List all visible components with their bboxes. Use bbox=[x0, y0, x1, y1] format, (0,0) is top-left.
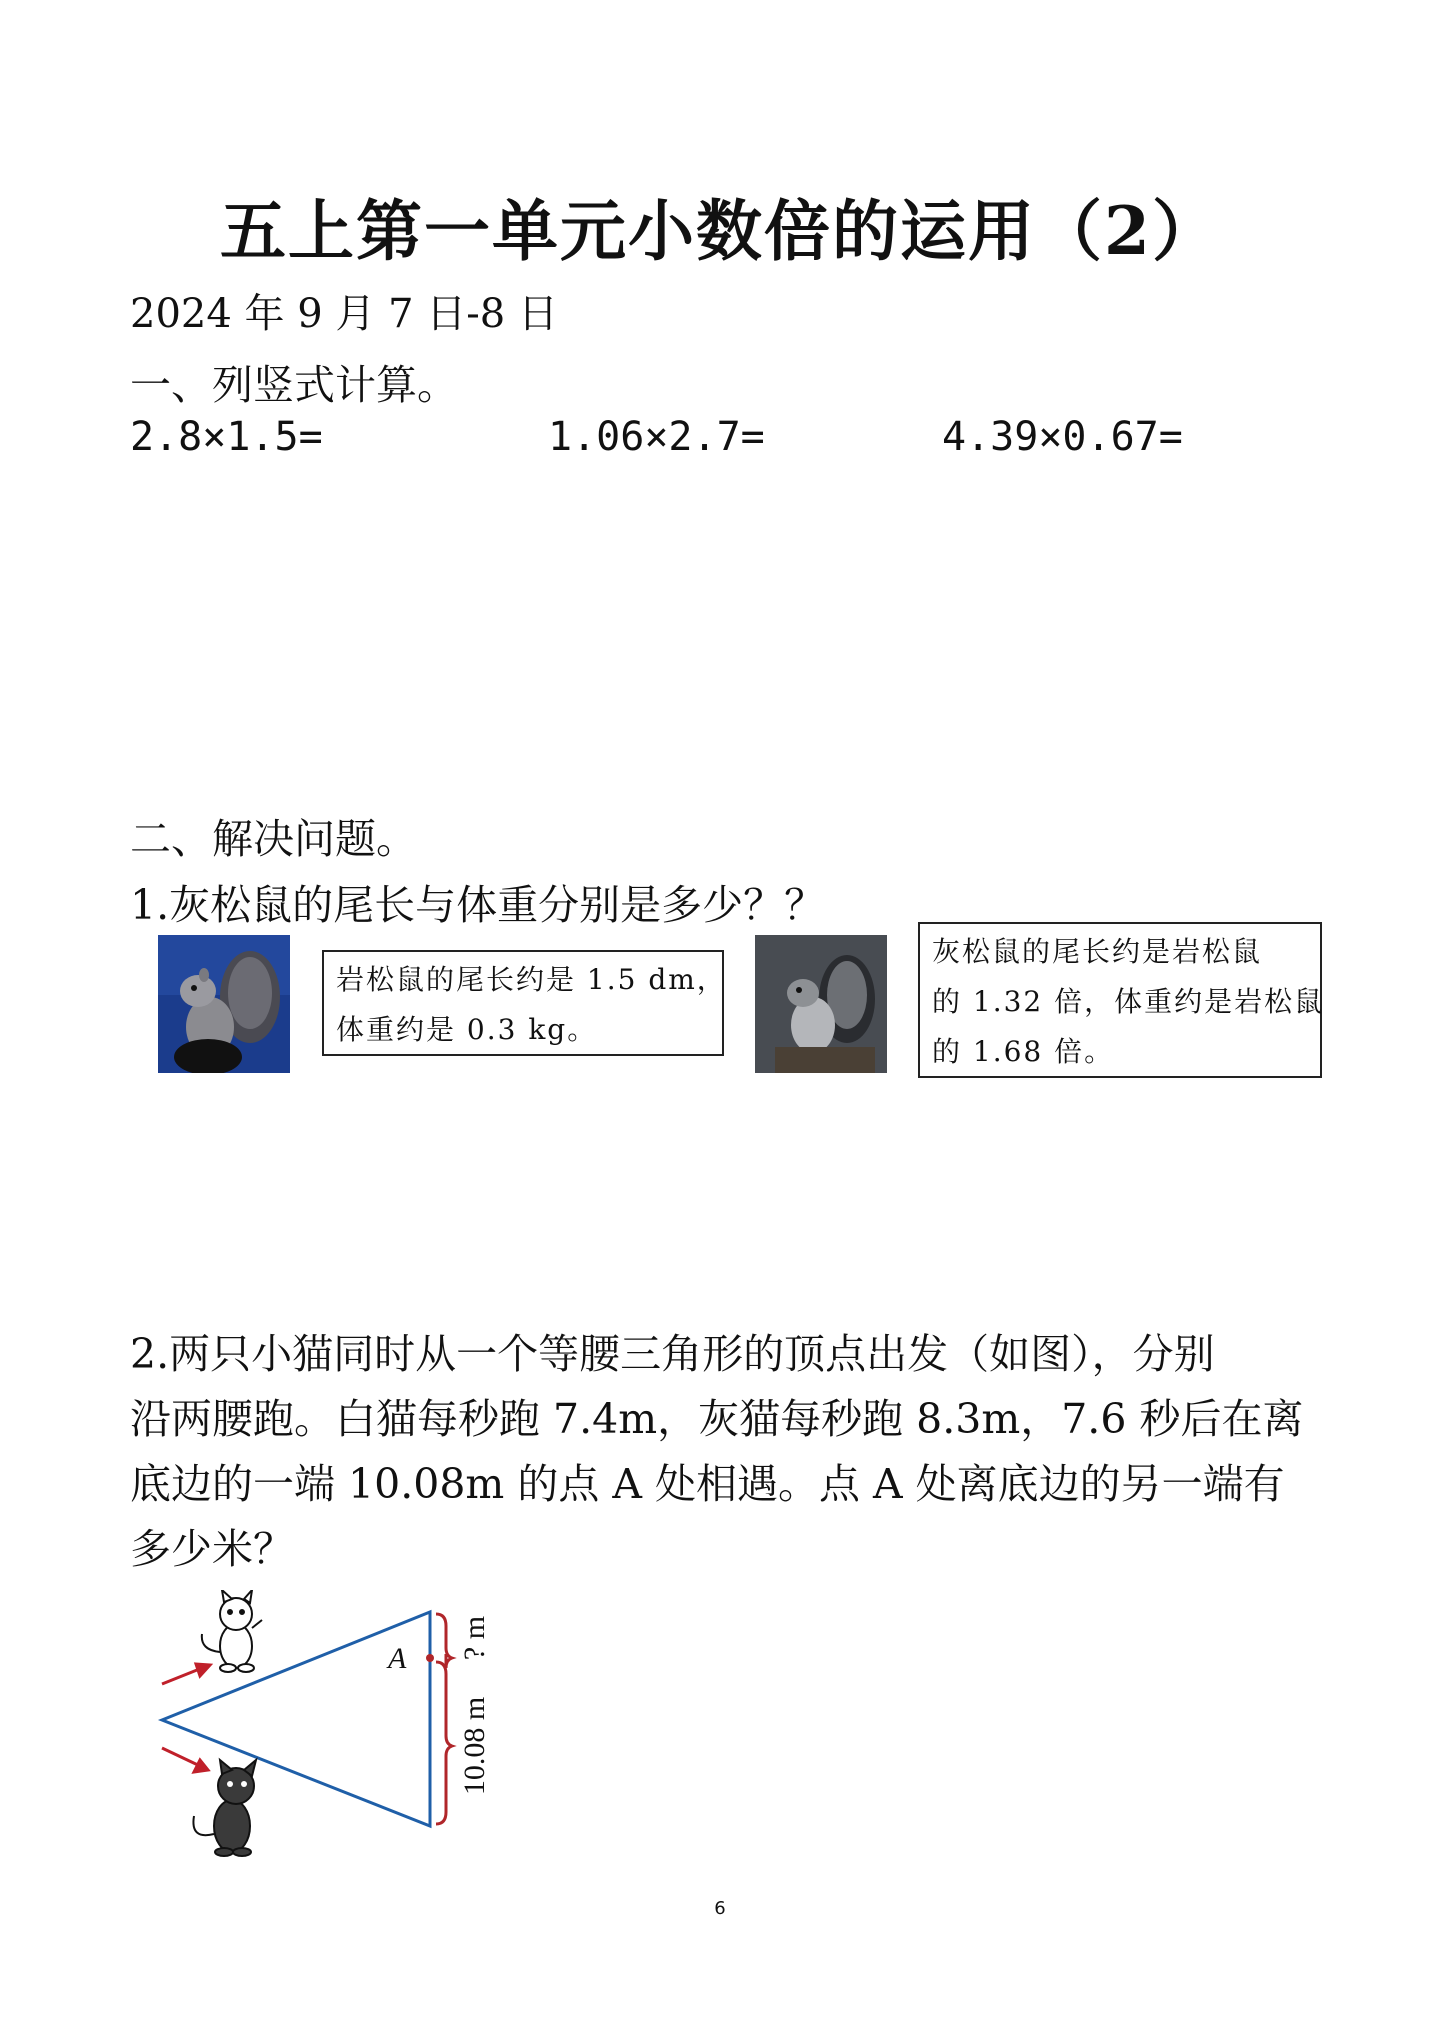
page-title: 五上第一单元小数倍的运用（2） bbox=[220, 192, 1220, 270]
section2-heading: 二、解决问题。 bbox=[130, 815, 417, 863]
question-2-text bbox=[130, 1322, 1330, 1582]
question-1-text: 1.灰松鼠的尾长与体重分别是多少？？ bbox=[130, 881, 826, 929]
white-cat-icon bbox=[202, 1590, 262, 1672]
upper-arrow bbox=[162, 1664, 210, 1684]
info-box2-line-2: 的 1.32 倍，体重约是岩松鼠 bbox=[932, 985, 1325, 1018]
calc-problem-3: 4.39×0.67= bbox=[942, 414, 1183, 460]
info-box2-line-3: 的 1.68 倍。 bbox=[932, 1035, 1115, 1068]
rock-squirrel-info-box bbox=[322, 950, 727, 1056]
gray-squirrel-photo bbox=[755, 935, 887, 1073]
question-2-line-2: 沿两腰跑。白猫每秒跑 7.4m，灰猫每秒跑 8.3m，7.6 秒后在离 bbox=[130, 1395, 1304, 1443]
info-box2-line-1: 灰松鼠的尾长约是岩松鼠 bbox=[932, 935, 1263, 968]
lower-arrow bbox=[162, 1748, 208, 1772]
point-a-marker bbox=[426, 1654, 434, 1662]
calc-problem-2: 1.06×2.7= bbox=[548, 414, 765, 460]
page-number: 6 bbox=[714, 1898, 726, 1919]
calc-problem-1: 2.8×1.5= bbox=[130, 414, 323, 460]
gray-squirrel-info-box bbox=[918, 922, 1325, 1078]
triangle-diagram bbox=[140, 1590, 520, 1870]
question-2-line-4: 多少米？ bbox=[130, 1525, 294, 1573]
point-a-label: A bbox=[388, 1642, 407, 1675]
gray-cat-icon bbox=[193, 1760, 256, 1856]
date-line: 2024 年 9 月 7 日-8 日 bbox=[130, 291, 558, 337]
short-brace bbox=[436, 1614, 452, 1668]
info-box1-line-1: 岩松鼠的尾长约是 1.5 dm， bbox=[336, 963, 727, 996]
rock-squirrel-photo bbox=[158, 935, 290, 1073]
section1-heading: 一、列竖式计算。 bbox=[130, 361, 458, 409]
short-segment-label: ? m bbox=[458, 1615, 491, 1661]
long-brace bbox=[436, 1662, 452, 1824]
long-segment-label: 10.08 m bbox=[458, 1696, 491, 1796]
question-2-line-3: 底边的一端 10.08m 的点 A 处相遇。点 A 处离底边的另一端有 bbox=[130, 1460, 1285, 1508]
info-box1-line-2: 体重约是 0.3 kg。 bbox=[336, 1013, 598, 1046]
question-2-line-1: 2.两只小猫同时从一个等腰三角形的顶点出发（如图），分别 bbox=[130, 1330, 1215, 1378]
